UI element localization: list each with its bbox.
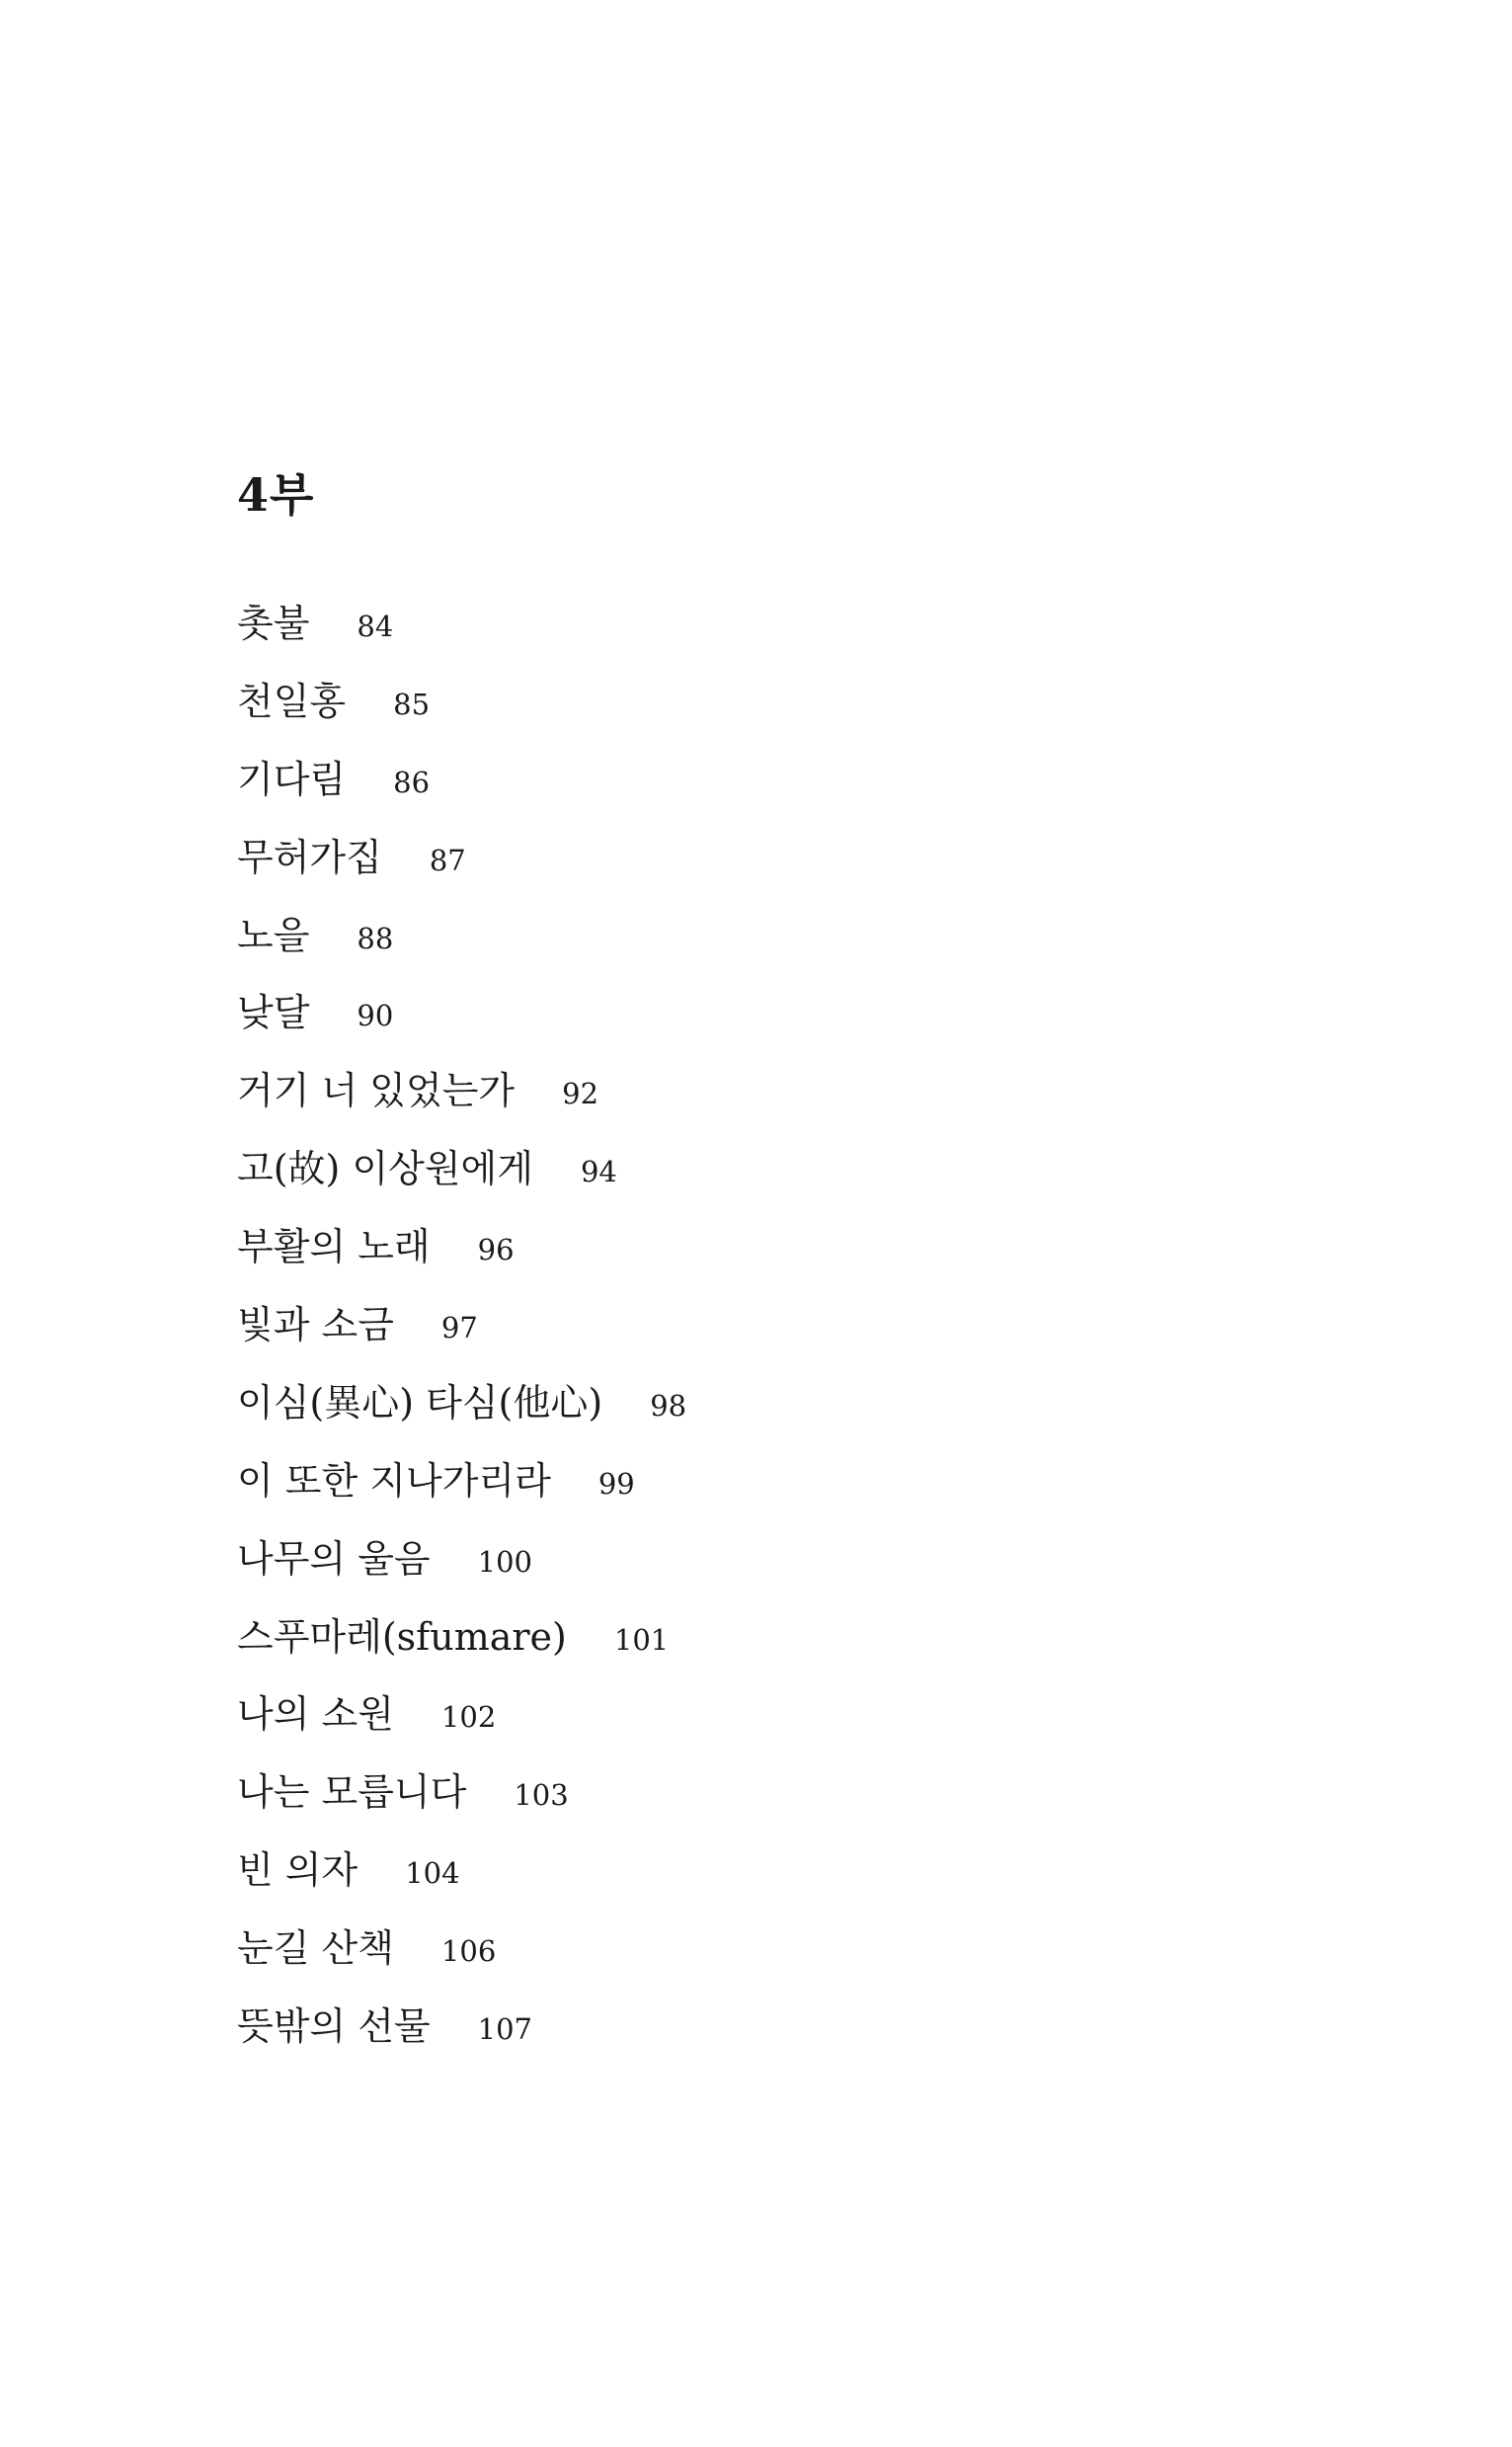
toc-entry-9	[237, 1225, 686, 1306]
toc-entry-title: 나의 소원	[237, 1692, 394, 1737]
toc-entry-title: 촛불	[237, 602, 310, 645]
toc-entry-page: 90	[357, 999, 394, 1033]
toc-entry-1	[237, 602, 686, 683]
toc-entry-page: 98	[650, 1388, 687, 1423]
part-title: 4부	[237, 468, 315, 522]
toc-entry-title: 나는 모릅니다	[237, 1770, 467, 1815]
toc-entry-page: 97	[440, 1311, 478, 1346]
toc-entry-page: 100	[477, 1544, 532, 1579]
toc-entry-17	[237, 1848, 686, 1929]
toc-entry-title: 이심(異心) 타심(他心)	[237, 1380, 603, 1425]
toc-entry-title: 거기 너 있었는가	[237, 1069, 516, 1113]
toc-entry-title: 부활의 노래	[237, 1225, 431, 1269]
toc-entry-page: 102	[440, 1700, 497, 1735]
toc-entry-4	[237, 835, 686, 917]
toc-entry-page: 94	[580, 1155, 617, 1189]
toc-entry-title: 뜻밖의 선물	[237, 2004, 431, 2049]
toc-entry-page: 96	[477, 1233, 515, 1267]
toc-entry-title: 고(故) 이상원에게	[237, 1147, 533, 1191]
toc-entry-title: 스푸마레(sfumare)	[237, 1614, 567, 1659]
toc-entry-page: 85	[393, 687, 431, 721]
toc-entry-page: 103	[514, 1778, 569, 1813]
toc-entry-page: 104	[405, 1856, 460, 1891]
toc-entry-13	[237, 1536, 686, 1618]
toc-entry-14	[237, 1614, 686, 1696]
toc-entry-19	[237, 2004, 686, 2085]
toc-entry-12	[237, 1458, 686, 1540]
toc-entry-2	[237, 679, 686, 761]
toc-entry-page: 101	[613, 1622, 670, 1657]
toc-entry-title: 낮달	[237, 991, 310, 1035]
toc-entry-10	[237, 1303, 686, 1384]
toc-entry-page: 106	[440, 1934, 497, 1969]
toc-entry-15	[237, 1692, 686, 1773]
toc-entry-page: 88	[357, 921, 394, 955]
toc-entry-7	[237, 1069, 686, 1150]
toc-entry-8	[237, 1147, 686, 1228]
toc-entry-title: 노을	[237, 913, 310, 957]
toc-entry-page: 86	[393, 765, 431, 799]
toc-entry-18	[237, 1926, 686, 2007]
toc-entry-5	[237, 913, 686, 995]
toc-entry-11	[237, 1380, 687, 1462]
toc-entry-title: 이 또한 지나가리라	[237, 1458, 551, 1503]
toc-entry-title: 무허가집	[237, 835, 382, 879]
toc-entry-page: 99	[597, 1466, 635, 1501]
toc-entry-16	[237, 1770, 686, 1851]
toc-entry-page: 87	[429, 843, 466, 877]
toc-entry-page: 84	[357, 610, 394, 643]
toc-entry-title: 천일홍	[237, 679, 347, 723]
toc-entry-page: 92	[562, 1077, 599, 1111]
toc-entry-page: 107	[477, 2012, 532, 2047]
toc-entry-3	[237, 757, 686, 839]
table-of-contents	[237, 602, 687, 2085]
toc-entry-title: 빈 의자	[237, 1848, 358, 1893]
toc-entry-6	[237, 991, 686, 1072]
toc-entry-title: 나무의 울음	[237, 1536, 431, 1581]
toc-entry-title: 눈길 산책	[237, 1926, 394, 1971]
toc-entry-title: 기다림	[237, 757, 347, 801]
toc-entry-title: 빛과 소금	[237, 1303, 394, 1347]
